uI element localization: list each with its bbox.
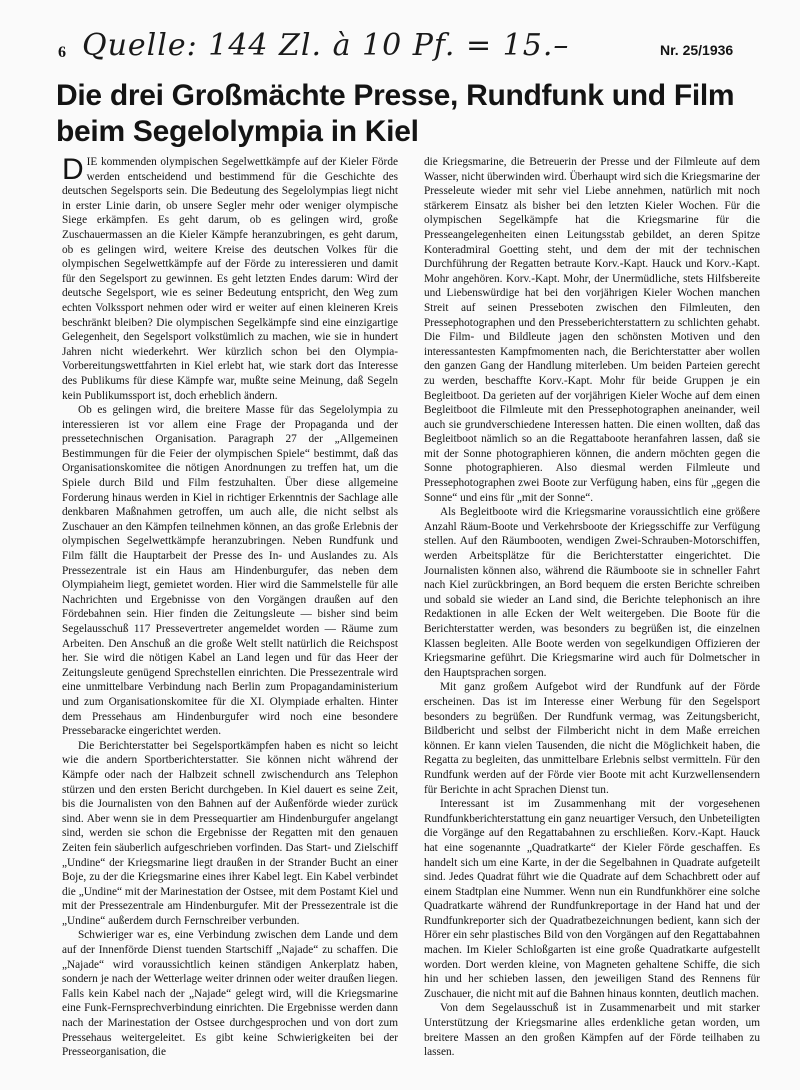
article-column-right <box>424 155 760 1060</box>
article-paragraph: Interessant ist im Zusammenhang mit der vorgesehenen Rundfunkberichterstattung ein ganz neuartiger Versuch, den Unbeteiligten die Vorgänge auf den Regattabahnen zu erschließen. Korv.-Kapt. Hauck hat eine sogenannte „Quadratkarte“ der Kieler Förde geschaffen. Es handelt sich um eine Karte, in der die Segelbahnen in Quadrate aufgeteilt sind. Jedes Quadrat führt wie die Quadrate auf dem Schachbrett oder auf einem Stadtplan eine Nummer. Wenn nun ein Rundfunkhörer eine solche Quadratkarte während der Rundfunkreportage in der Hand hat und der Rundfunkreporter sich der Quadratbezeichnungen bedient, kann sich der Hörer ein sehr plastisches Bild von den Vorgängen auf den Regattabahnen machen. Im Kieler Schloßgarten ist eine große Quadratkarte aufgestellt worden. Dort werden kleine, von Magneten gehaltene Schiffe, die sich hin und her schieben lassen, den jeweiligen Stand des Rennens für Zuschauer, die nicht mit auf die Bahnen hinaus konnten, deutlich machen. <box>424 798 760 1000</box>
page-number: 6 <box>58 44 66 61</box>
article-paragraph: Die Berichterstatter bei Segelsportkämpfen haben es nicht so leicht wie die andern Sportberichterstatter. Sie können nicht während der Kämpfe oder nach der Halbzeit schnell zwischendurch ans Telephon stürzen und den ersten Bericht durchgeben. In Kiel dauert es seine Zeit, bis die Journalisten von den Bahnen auf der Außenförde wieder zurück sind. Aber wenn sie in dem Pressequartier am Hindenburgufer angelangt sind, werden sie schon die Ergebnisse der Regatten mit den genauen Zeiten fein säuberlich aufgeschrieben vorfinden. Das Start- und Zielschiff „Undine“ der Kriegsmarine liegt draußen in der Strander Bucht an einer Boje, zu der die Kriegsmarine eines ihrer Kabel legt. Ein Kabel verbindet die „Undine“ mit der Marinestation der Ostsee, mit dem Postamt Kiel und mit der Pressezentrale am Hindenburgufer. Mit der Pressezentrale ist die „Undine“ außerdem durch Fernschreiber verbunden. <box>62 739 398 927</box>
article-paragraph: Von dem Segelausschuß ist in Zusammenarbeit und mit starker Unterstützung der Kriegsmarine alles erdenkliche getan worden, um breitere Massen an den großen Kämpfen auf der Förde teilhaben zu lassen. <box>424 1002 760 1059</box>
article-paragraph: die Kriegsmarine, die Betreuerin der Presse und der Filmleute auf dem Wasser, nicht überwinden wird. Überhaupt wird sich die Kriegsmarine der Presseleute wieder mit sehr viel Liebe annehmen, natürlich mit noch stärkerem Einsatz als bisher bei den letzten Kieler Wochen. Für die olympischen Segelkämpfe hat die Kriegsmarine für die Presseangelegenheiten einen Leitungsstab gebildet, an deren Spitze Konteradmiral Goetting steht, und dem der mit der technischen Durchführung der Regatten betraute Korv.-Kapt. Hauck und Korv.-Kapt. Mohr angehören. Korv.-Kapt. Mohr, der Unermüdliche, stets Hilfsbereite und Liebenswürdige hat bei den vorjährigen Kieler Wochen manchen Streit auf seinen Presseboten zwischen den Filmleuten, den Pressephotographen und den Presseberichterstattern zu schlichten gehabt. Die Film- und Bildleute jagen den schönsten Motiven und den interessantesten Kampfmomenten nach, die Berichterstatter aber wollen den ganzen Gang der Handlung miterleben. Um beiden Parteien gerecht zu werden, beschaffte Korv.-Kapt. Mohr für beide Gruppen je ein Begleitboot. Da gerieten auf der vorjährigen Kieler Woche auf dem einen Begleitboot die Filmleute mit den Pressephotographen aneinander, weil auch sie grundverschiedene Interessen hatten. Die einen wollten, daß das Begleitboot nämlich so an die Regattaboote heranfahren lassen, daß sie mit der Sonne photographieren können, die andern möchten gegen die Sonne photographieren. Also diesmal werden Filmleute und Pressephotographen zwei Boote zur Verfügung haben, eins für „gegen die Sonne“ und eins für „mit der Sonne“. <box>424 156 760 504</box>
paragraph-text: IE kommenden olympischen Segelwettkämpfe auf der Kieler Förde werden entscheidend und bestimmend für die Geschichte des deutschen Segelsports sein. Die Bedeutung des Segelolympias liegt nicht in erster Linie darin, ob unsere Segler mehr oder weniger olympische Siege erkämpfen. Es geht darum, ob es gelingen wird, große Zuschauermassen an die Kieler Kämpfe heranzubringen, es geht darum, ob es gelingen wird, weitere Kreise des deutschen Volkes für die olympischen Segelwettkämpfe auf der Förde zu interessieren und damit für den Segelsport zu gewinnen. Es geht letzten Endes darum: Wird der deutsche Segelsport, wie es seiner Bedeutung entspricht, den Weg zum echten Volkssport nehmen oder wird er weiter auf einen kleineren Kreis beschränkt bleiben? Die olympischen Segelkämpfe sind eine einzigartige Gelegenheit, den Segelsport volkstümlich zu machen, wie sie in hundert Jahren nicht wiederkehrt. Wer kürzlich schon bei den Olympia-Vorbereitungswettfahrten in Kiel erlebt hat, wie stark dort das Interesse des Publikums für diese Kämpfe war, mußte seine Meinung, daß Segeln kein Publikumssport ist, doch erheblich ändern. <box>62 156 398 402</box>
article-paragraph: Schwieriger war es, eine Verbindung zwischen dem Lande und dem auf der Innenförde Dienst tuenden Startschiff „Najade“ zu schaffen. Die „Najade“ wird voraussichtlich keinen ständigen Ankerplatz haben, sondern je nach der Wetterlage weiter drinnen oder weiter draußen liegen. Falls kein Kabel nach der „Najade“ gelegt wird, will die Kriegsmarine eine Funk-Fernsprechverbindung einrichten. Die Ergebnisse werden dann nach der Marinestation der Ostsee durchgesprochen und von dort zum Pressehaus weitergeleitet. Es gibt keine Schwierigkeiten bei der Presseorganisation, die <box>62 929 398 1059</box>
handwritten-note: Quelle: 144 Zl. à 10 Pf. = 15.– <box>82 28 570 63</box>
issue-number: Nr. 25/1936 <box>660 42 734 58</box>
article-headline: Die drei Großmächte Presse, Rundfunk und Film beim Segelolympia in Kiel <box>56 79 735 148</box>
drop-cap: D <box>62 153 84 186</box>
article-paragraph: Als Begleitboote wird die Kriegsmarine voraussichtlich eine größere Anzahl Räum-Boote und Verkehrsboote der Kriegsschiffe zur Verfügung stellen. Auf den Räumbooten, wendigen Zwei-Schrauben-Motorschiffen, werden Arbeitsplätze für die Berichterstatter eingerichtet. Die Journalisten können also, während die Räumboote sie in schneller Fahrt nach Kiel zurückbringen, an Bord bequem die ersten Berichte schreiben und sobald sie wieder an Land sind, die Berichte telephonisch an ihre Redaktionen in alle Ecken der Welt weitergeben. Die Boote für die Berichterstatter werden, was besonders zu begrüßen ist, die einzelnen Klassen begleiten. Alle Boote werden von segelkundigen Offizieren der Kriegsmarine geführt. Die Kriegsmarine wird auch für Dolmetscher in den Hauptsprachen sorgen. <box>424 506 760 679</box>
article-paragraph: Mit ganz großem Aufgebot wird der Rundfunk auf der Förde erscheinen. Das ist im Interesse einer Werbung für den Segelsport besonders zu begrüßen. Der Rundfunk vermag, was Zeitungsbericht, Bildbericht und selbst der Filmbericht nicht in dem Maße erreichen können. Er kann vielen Tausenden, die nicht die Möglichkeit haben, die Regatta zu begleiten, das unmittelbare Erlebnis selbst vermitteln. Für den Rundfunk werden auf der Förde vier Boote mit acht Kurzwellensendern für Berichte in acht Sprachen Dienst tun. <box>424 681 760 796</box>
article-paragraph <box>62 155 398 403</box>
article-paragraph: Ob es gelingen wird, die breitere Masse für das Segelolympia zu interessieren ist vor allem eine Frage der Propaganda und der pressetechnischen Organisation. Paragraph 27 der „Allgemeinen Bestimmungen für die Feier der olympischen Spiele“ bestimmt, daß das Organisationskomitee die nötigen Anordnungen zu treffen hat, um die Spiele durch Bild und Film festzuhalten. Über diese allgemeine Forderung hinaus werden in Kiel in richtiger Erkenntnis der Sachlage alle denkbaren Maßnahmen getroffen, um auch alle, die nicht selbst als Zuschauer an den Kämpfen teilnehmen können, an das große Erlebnis der olympischen Segelwettkämpfe heranzubringen. Neben Rundfunk und Film fällt die Hauptarbeit der Presse des In- und Auslandes zu. Als Pressezentrale ist ein Haus am Hindenburgufer, das neben dem Olympiaheim liegt, gemietet worden. Hier wird die Sammelstelle für alle Nachrichten und Ergebnisse von den Vorgängen draußen auf den Fördebahnen sein. Hier finden die Zeitungsleute — bisher sind beim Segelausschuß 117 Pressevertreter angemeldet worden — Räume zum Arbeiten. Den Anschuß an die große Welt stellt natürlich die Reichspost her. Sie wird die nötigen Kabel an Land legen und für das Heer der Zeitungsleute genügend Sprechstellen einrichten. Die Pressezentrale wird eine unmittelbare Verbindung nach Berlin zum Propagandaministerium und zum Organisationskomitee für die XI. Olympiade erhalten. Hinter dem Pressehaus am Hindenburgufer wird noch eine besondere Pressebaracke eingerichtet werden. <box>62 404 398 738</box>
article-column-left <box>62 155 398 1060</box>
